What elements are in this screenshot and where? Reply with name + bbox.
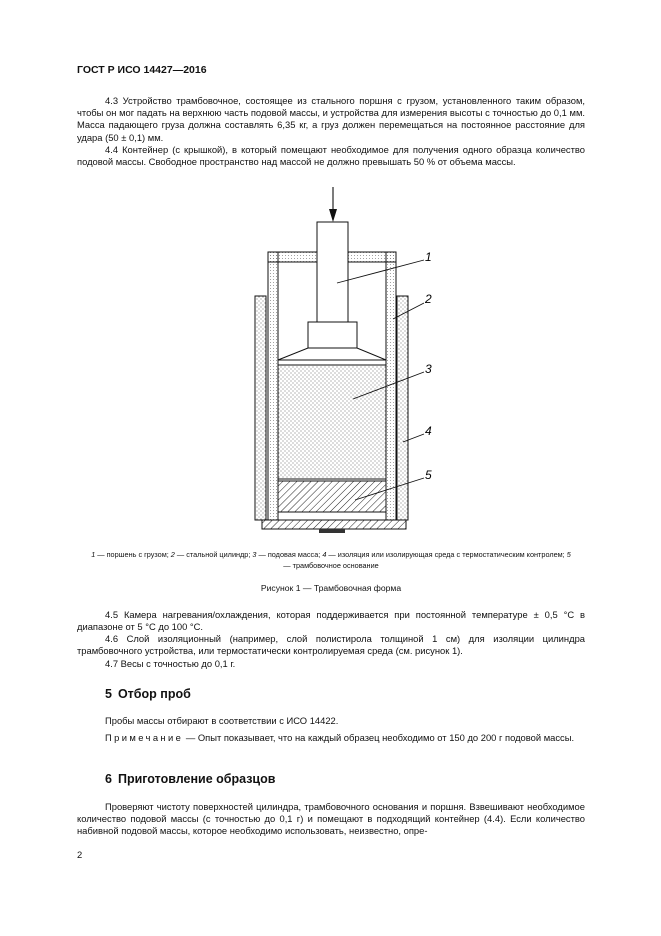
figure-caption: Рисунок 1 — Трамбовочная форма <box>260 583 402 593</box>
cylinder-lid <box>348 252 396 262</box>
legend-num: 5 <box>566 550 571 559</box>
paragraph-5-body: Пробы массы отбирают в соответствии с ИСО 14422. <box>105 715 339 726</box>
tamping-mold-figure <box>200 182 460 534</box>
section-5-heading <box>105 687 191 701</box>
tamping-base-plate <box>262 520 406 529</box>
document-header: ГОСТ Р ИСО 14427—2016 <box>77 64 207 76</box>
callout-1: 1 <box>425 250 432 264</box>
legend-num: 3 <box>252 550 257 559</box>
callout-4: 4 <box>425 424 432 438</box>
legend-text: — изоляция или изолирующая среда с термостатическим контролем; <box>326 550 567 559</box>
legend-num: 4 <box>322 550 327 559</box>
piston-head <box>278 348 386 360</box>
legend-text: — подовая масса; <box>256 550 323 559</box>
piston-weight <box>308 322 357 348</box>
legend-num: 2 <box>170 550 175 559</box>
paragraph-4-5: 4.5 Камера нагревания/охлаждения, которая поддерживается при постоянной температуре ± 0,5 °C в диапазоне от 5 °C до 100 °C. <box>77 609 585 633</box>
paragraph-5-note <box>77 732 585 744</box>
figure-legend <box>77 550 585 571</box>
legend-text: — стальной цилиндр; <box>174 550 253 559</box>
base-foot <box>319 529 345 533</box>
piston-rod <box>317 222 348 322</box>
force-arrow <box>329 187 337 222</box>
note-label: Примечание <box>105 732 184 743</box>
steel-cylinder-wall <box>268 252 278 520</box>
tamping-base <box>278 481 386 512</box>
paragraph-4-3: 4.3 Устройство трамбовочное, состоящее из стального поршня с грузом, установленного таким образом, чтобы он мог падать на верхнюю часть подовой массы, и устройства для измерения высоты с точностью до 0,1 мм. Масса падающего груза должна составлять 6,35 кг, а груз должен перемещаться на постоянное расстояние для удара (50 ± 0,1) мм. <box>77 95 585 143</box>
paragraph-4-4: 4.4 Контейнер (с крышкой), в который помещают необходимое для получения одного образца количество подовой массы. Свободное пространство над массой не должно превышать 50 % от объема массы. <box>77 144 585 168</box>
insulation-layer <box>255 296 266 520</box>
note-text: — Опыт показывает, что на каждый образец необходимо от 150 до 200 г подовой массы. <box>183 732 575 743</box>
paragraph-4-6: 4.6 Слой изоляционный (например, слой полистирола толщиной 1 см) для изоляции цилиндра трамбовочного устройства, или термостатически контролируемая среда (см. рисунок 1). <box>77 633 585 657</box>
section-6-heading <box>105 772 275 786</box>
section-number: 6 <box>105 772 112 786</box>
legend-text: — поршень с грузом; <box>95 550 171 559</box>
callout-2: 2 <box>425 292 432 306</box>
cylinder-lid <box>268 252 317 262</box>
electrode-paste <box>278 365 386 479</box>
paragraph-6-body: Проверяют чистоту поверхностей цилиндра, трамбовочного основания и поршня. Взвешивают необходимое количество подовой массы (с точностью до 0,1 г) и помещают в подходящий контейнер (4.4). Если количество набивной подовой массы, которое необходимо использовать, неизвестно, опре- <box>77 801 585 837</box>
section-number: 5 <box>105 687 112 701</box>
paragraph-4-7: 4.7 Весы с точностью до 0,1 г. <box>105 658 236 669</box>
legend-text: — трамбовочное основание <box>283 560 379 570</box>
section-title: Отбор проб <box>117 687 191 701</box>
legend-num: 1 <box>91 550 96 559</box>
callout-3: 3 <box>425 362 432 376</box>
page-number: 2 <box>77 849 83 860</box>
section-title: Приготовление образцов <box>117 772 276 786</box>
callout-5: 5 <box>425 468 432 482</box>
